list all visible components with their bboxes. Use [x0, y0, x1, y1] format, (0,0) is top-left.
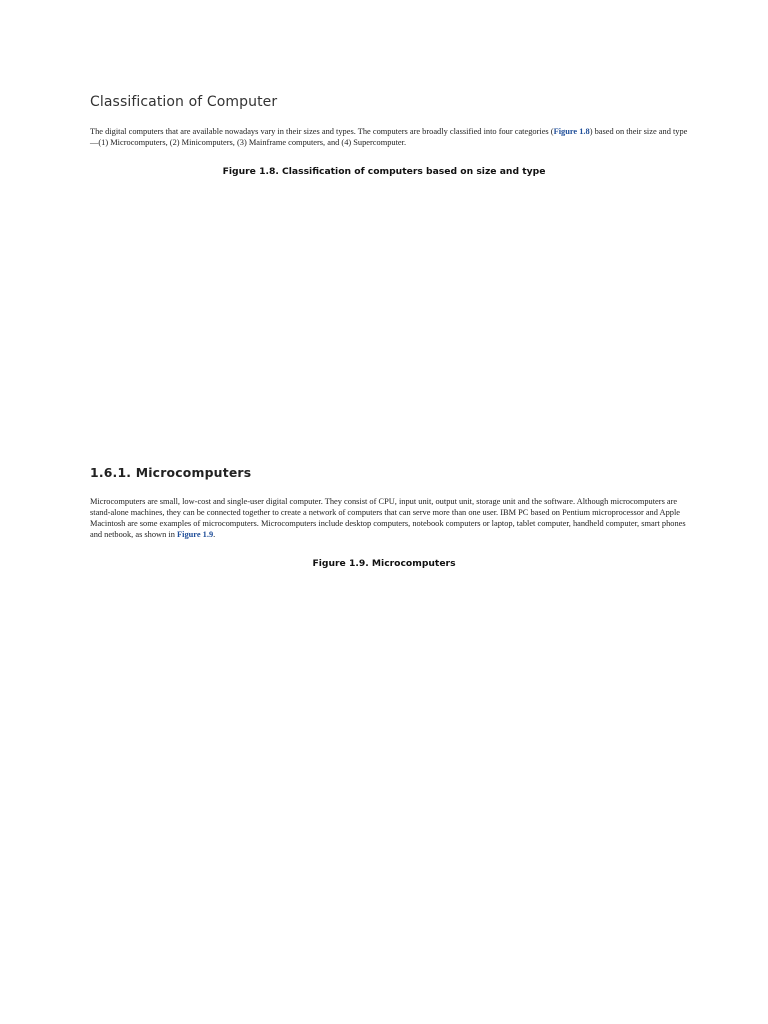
figure-1-9-link[interactable]: Figure 1.9	[177, 530, 214, 539]
figure-1-9-caption: Figure 1.9. Microcomputers	[312, 558, 456, 569]
figure-1-8-caption: Figure 1.8. Classification of computers based on size and type	[222, 166, 546, 177]
microcomputers-paragraph	[90, 496, 690, 540]
subsection-title: 1.6.1. Microcomputers	[90, 465, 252, 480]
figure-1-8-link[interactable]: Figure 1.8	[553, 127, 590, 136]
intro-paragraph-text-end: ) based on their size and type—(1) Microcomputers, (2) Minicomputers, (3) Mainframe computers, and (4) Supercomputer.	[90, 127, 688, 147]
intro-paragraph	[90, 126, 690, 148]
microcomputers-paragraph-text-start: Microcomputers are small, low-cost and single-user digital computer. They consist of CPU, input unit, output unit, storage unit and the software. Although microcomputers are stand-alone machines, they can be connected together to create a network of computers that can serve more than one user. IBM PC based on Pentium microprocessor and Apple Macintosh are some examples of microcomputers. Microcomputers include desktop computers, notebook computers or laptop, tablet computer, handheld computer, smart phones and netbook, as shown in	[90, 497, 686, 539]
microcomputers-paragraph-text-end: .	[213, 530, 216, 539]
section-title: Classification of Computer	[90, 94, 278, 110]
figure-1-9-image-area	[90, 576, 690, 976]
figure-1-8-image-area	[90, 184, 690, 454]
intro-paragraph-text-start: The digital computers that are available nowadays vary in their sizes and types. The computers are broadly classified into four categories (	[90, 127, 554, 136]
